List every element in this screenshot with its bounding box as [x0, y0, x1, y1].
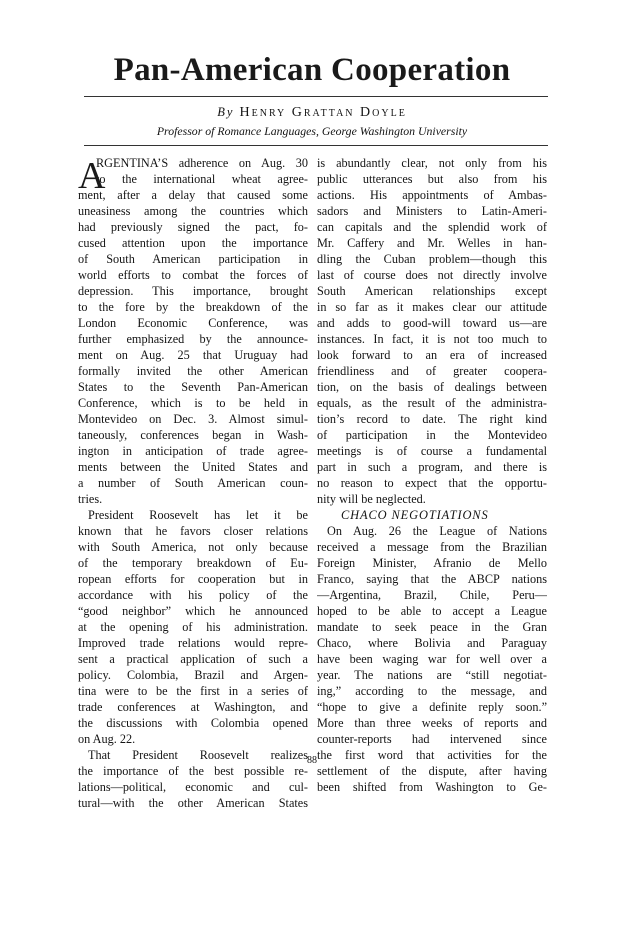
text-line: ington in anticipation of trade agree-: [78, 444, 308, 458]
text-line: taneously, conferences began in Wash-: [78, 428, 308, 442]
text-line: hoped to be able to accept a League: [317, 604, 547, 618]
text-line: ing,” according to the message, and: [317, 684, 547, 698]
right-column-lines: [317, 155, 547, 795]
text-line: sadors and Ministers to Latin-Ameri-: [317, 204, 547, 218]
text-line: South American relationships except: [317, 284, 547, 298]
text-line: received a message from the Brazilian: [317, 540, 547, 554]
text-line: in so far as it makes clear our attitude: [317, 300, 547, 314]
text-line: can capitals and the splendid work of: [317, 220, 547, 234]
right-column: [317, 155, 547, 795]
text-line: RGENTINA’S adherence on Aug. 30: [96, 156, 308, 170]
text-line: President Roosevelt has let it be: [88, 508, 308, 522]
text-line: policy. Colombia, Brazil and Argen-: [78, 668, 308, 682]
text-line: been shifted from Washington to Ge-: [317, 780, 547, 794]
text-line: States to the Seventh Pan-American: [78, 380, 308, 394]
text-line: is abundantly clear, not only from his: [317, 156, 547, 170]
drop-cap: A: [78, 155, 106, 197]
text-line: no reason to expect that the opportu-: [317, 476, 547, 490]
text-line: had previously signed the pact, fo-: [78, 220, 308, 234]
text-line: actions. His appointments of Ambas-: [317, 188, 547, 202]
text-line: friendliness and of greater coopera-: [317, 364, 547, 378]
text-line: public utterances but also from his: [317, 172, 547, 186]
text-line: the first word that activities for the: [317, 748, 547, 762]
text-line: uneasiness among the countries which: [78, 204, 308, 218]
text-line: counter-reports had intervened since: [317, 732, 547, 746]
author-name: Henry Grattan Doyle: [239, 105, 407, 120]
byline: [0, 103, 624, 122]
text-line: look forward to an era of increased: [317, 348, 547, 362]
text-line: ropean efforts for cooperation but in: [78, 572, 308, 586]
text-line: part in such a program, and there is: [317, 460, 547, 474]
text-line: ments between the United States and: [78, 460, 308, 474]
text-line: a number of South American coun-: [78, 476, 308, 490]
text-line: sent a practical application of such a: [78, 652, 308, 666]
text-line: on Aug. 22.: [78, 732, 136, 746]
text-line: Conference, which is to be held in: [78, 396, 308, 410]
text-line: London Economic Conference, was: [78, 316, 308, 330]
text-line: —Argentina, Brazil, Chile, Peru—: [317, 588, 547, 602]
text-line: accordance with his policy of the: [78, 588, 308, 602]
text-line: nity will be neglected.: [317, 492, 426, 506]
text-line: lations—political, economic and cul-: [78, 780, 308, 794]
text-line: of the temporary breakdown of Eu-: [78, 556, 308, 570]
text-line: to the international wheat agree-: [96, 172, 308, 186]
text-line: On Aug. 26 the League of Nations: [327, 524, 547, 538]
text-line: tina were to be the first in a series of: [78, 684, 308, 698]
byline-rule: [84, 145, 548, 146]
text-line: meetings is of course a fundamental: [317, 444, 547, 458]
text-line: settlement of the dispute, after having: [317, 764, 547, 778]
text-line: at the opening of his administration.: [78, 620, 308, 634]
text-line: tries.: [78, 492, 103, 506]
text-line: equals, as the result of the administra-: [317, 396, 547, 410]
text-line: to the fore by the breakdown of the: [78, 300, 308, 314]
article-title: Pan-American Cooperation: [113, 52, 511, 88]
text-line: “good neighbor” which he announced: [78, 604, 308, 618]
text-line: year. The nations are “still negotiat-: [317, 668, 547, 682]
text-line: of participation in the Montevideo: [317, 428, 547, 442]
text-line: mandate to seek peace in the Gran: [317, 620, 547, 634]
text-line: further emphasized by the announce-: [78, 332, 308, 346]
section-heading: CHACO NEGOTIATIONS: [341, 508, 489, 522]
text-line: tural—with the other American States: [78, 796, 308, 810]
text-line: have been waging war for well over a: [317, 652, 547, 666]
text-line: dling the Cuban problem—though this: [317, 252, 547, 266]
text-line: world efforts to combat the forces of: [78, 268, 308, 282]
text-line: cused attention upon the importance: [78, 236, 308, 250]
text-line: last of course does not directly involve: [317, 268, 547, 282]
text-line: Franco, saying that the ABCP nations: [317, 572, 547, 586]
page-number: 88: [307, 755, 317, 766]
text-line: tion, on the basis of dealings between: [317, 380, 547, 394]
text-line: the discussions with Colombia opened: [78, 716, 308, 730]
text-line: Chaco, where Bolivia and Paraguay: [317, 636, 547, 650]
text-line: formally invited the other American: [78, 364, 308, 378]
left-column-lines: [78, 155, 308, 811]
text-line: That President Roosevelt realizes: [88, 748, 308, 762]
text-line: tion’s record to date. The right kind: [317, 412, 547, 426]
text-line: instances. In fact, it is not too much to: [317, 332, 547, 346]
text-line: depression. This importance, brought: [78, 284, 308, 298]
text-line: More than three weeks of reports and: [317, 716, 547, 730]
byline-prefix: By: [217, 105, 235, 119]
text-line: of South American participation in: [78, 252, 308, 266]
text-line: Foreign Minister, Afranio de Mello: [317, 556, 547, 570]
text-line: trade conferences at Washington, and: [78, 700, 308, 714]
text-line: Improved trade relations would repre-: [78, 636, 308, 650]
text-line: ment, after a delay that caused some: [78, 188, 308, 202]
author-affiliation: Professor of Romance Languages, George Washington University: [156, 124, 468, 138]
text-line: known that he favors closer relations: [78, 524, 308, 538]
text-line: ment on Aug. 25 that Uruguay had: [78, 348, 308, 362]
text-line: Montevideo on Dec. 3. Almost simul-: [78, 412, 308, 426]
title-rule: [84, 96, 548, 97]
left-column: [78, 155, 308, 811]
text-line: and adds to good-will toward us—are: [317, 316, 547, 330]
text-line: “hope to give a definite reply soon.”: [317, 700, 547, 714]
text-line: Mr. Caffery and Mr. Welles in han-: [317, 236, 547, 250]
text-line: the importance of the best possible re-: [78, 764, 308, 778]
text-line: with South America, not only because: [78, 540, 308, 554]
